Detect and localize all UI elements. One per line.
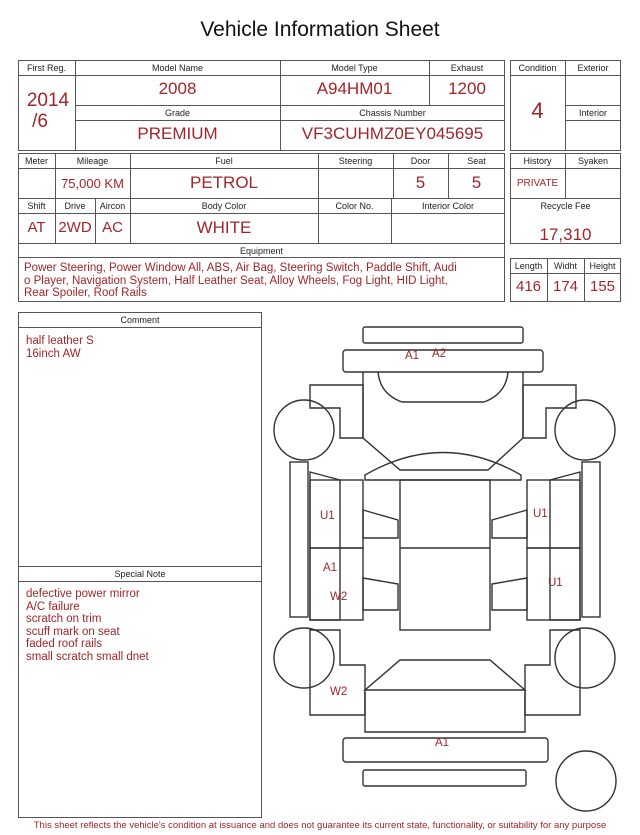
damage-mark: A1 xyxy=(405,350,420,362)
model-type-label: Model Type xyxy=(331,63,378,73)
fuel-label: Fuel xyxy=(215,156,233,166)
condition-label: Condition xyxy=(518,63,557,73)
damage-mark: W2 xyxy=(330,591,348,603)
shift-label: Shift xyxy=(27,201,46,211)
equipment-line: Power Steering, Power Window All, ABS, Air Bag, Steering Switch, Paddle Shift, Audi xyxy=(24,262,457,274)
equipment-label: Equipment xyxy=(239,246,284,256)
damage-mark: U1 xyxy=(533,508,548,520)
special-note-text xyxy=(26,588,149,663)
door-value: 5 xyxy=(415,173,426,192)
model-name-value: 2008 xyxy=(158,79,197,98)
recycle-fee-value: 17,310 xyxy=(539,225,592,244)
comment-line: half leather S xyxy=(26,335,94,347)
damage-mark: U1 xyxy=(320,510,335,522)
special-note-line: defective power mirror xyxy=(26,588,140,600)
grade-value: PREMIUM xyxy=(137,124,218,143)
door-label: Door xyxy=(410,156,431,166)
page-title: Vehicle Information Sheet xyxy=(200,18,440,41)
damage-mark: A2 xyxy=(432,348,447,360)
mileage-label: Mileage xyxy=(76,156,109,166)
first-reg-year: 2014 xyxy=(26,90,70,111)
mileage-value: 75,000 KM xyxy=(61,176,124,191)
grade-label: Grade xyxy=(164,108,190,118)
special-note-line: small scratch small dnet xyxy=(26,650,149,663)
height-label: Height xyxy=(589,261,616,271)
history-label: History xyxy=(523,156,552,166)
drive-label: Drive xyxy=(64,201,86,211)
fuel-value: PETROL xyxy=(189,173,259,192)
shift-value: AT xyxy=(27,219,46,236)
interior-color-label: Interior Color xyxy=(421,201,475,211)
length-value: 416 xyxy=(515,278,542,295)
special-note-line: scuff mark on seat xyxy=(26,625,120,638)
exhaust-value: 1200 xyxy=(448,79,486,98)
special-note-line: faded roof rails xyxy=(26,638,103,650)
meter-label: Meter xyxy=(24,156,48,166)
body-color-label: Body Color xyxy=(201,201,247,211)
disclaimer-footer: This sheet reflects the vehicle's condition at issuance and does not guarantee its current state, functionality, or suitability for any purpose xyxy=(33,820,607,831)
damage-mark: A1 xyxy=(323,562,338,574)
equipment-line: Rear Spoiler, Roof Rails xyxy=(24,287,147,299)
exhaust-label: Exhaust xyxy=(450,63,484,73)
model-name-label: Model Name xyxy=(151,63,204,73)
first-reg-label: First Reg. xyxy=(26,63,66,73)
exterior-label: Exterior xyxy=(577,63,609,73)
syaken-label: Syaken xyxy=(577,156,609,166)
special-note-line: A/C failure xyxy=(26,600,80,613)
damage-mark: U1 xyxy=(548,577,563,589)
seat-label: Seat xyxy=(467,156,486,166)
damage-mark: A1 xyxy=(435,737,450,749)
body-color-value: WHITE xyxy=(196,218,252,237)
color-no-label: Color No. xyxy=(335,201,374,211)
seat-value: 5 xyxy=(471,173,482,192)
comment-label: Comment xyxy=(120,315,160,325)
first-reg-month: /6 xyxy=(32,111,48,132)
equipment-line: o Player, Navigation System, Half Leather Seat, Alloy Wheels, Fog Light, HID Light, xyxy=(24,274,448,287)
width-value: 174 xyxy=(552,278,579,295)
interior-label: Interior xyxy=(578,108,607,118)
aircon-label: Aircon xyxy=(99,201,126,211)
condition-value: 4 xyxy=(531,98,544,123)
drive-value: 2WD xyxy=(58,219,92,236)
comment-line: 16inch AW xyxy=(26,347,81,360)
aircon-value: AC xyxy=(102,219,123,236)
comment-block xyxy=(18,312,262,818)
chassis-value: VF3CUHMZ0EY045695 xyxy=(301,124,484,143)
history-value: PRIVATE xyxy=(516,178,559,189)
comment-text xyxy=(26,335,94,360)
model-type-value: A94HM01 xyxy=(316,79,393,98)
equipment-text xyxy=(24,262,504,300)
recycle-fee-label: Recycle Fee xyxy=(540,201,591,211)
chassis-label: Chassis Number xyxy=(359,108,426,118)
length-label: Length xyxy=(514,261,543,271)
damage-mark: W2 xyxy=(330,686,348,698)
width-label: Widht xyxy=(553,261,577,271)
special-note-label: Special Note xyxy=(114,569,166,579)
height-value: 155 xyxy=(589,278,616,295)
special-note-line: scratch on trim xyxy=(26,613,102,625)
steering-label: Steering xyxy=(338,156,373,166)
